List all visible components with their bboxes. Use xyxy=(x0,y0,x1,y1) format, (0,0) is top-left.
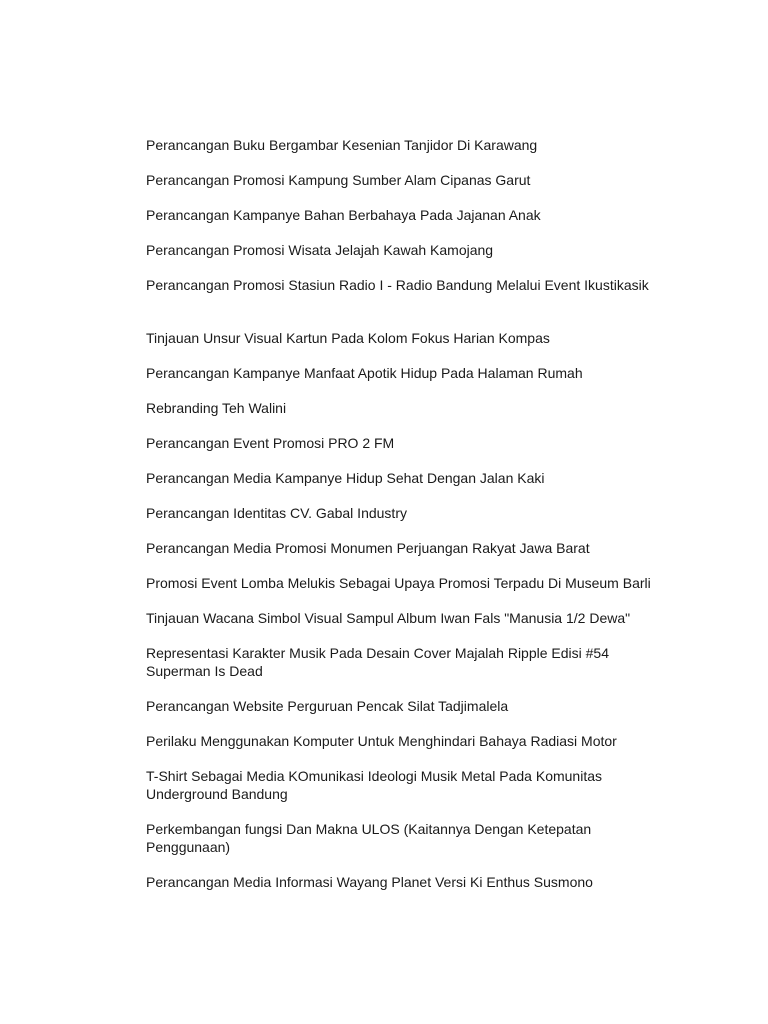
list-item: Perancangan Media Informasi Wayang Planet Versi Ki Enthus Susmono xyxy=(146,874,593,890)
list-item: Perancangan Kampanye Manfaat Apotik Hidup Pada Halaman Rumah xyxy=(146,365,583,381)
list-item: Perilaku Menggunakan Komputer Untuk Menghindari Bahaya Radiasi Motor xyxy=(146,733,617,749)
list-item: Perancangan Kampanye Bahan Berbahaya Pada Jajanan Anak xyxy=(146,207,541,223)
list-item: Representasi Karakter Musik Pada Desain Cover Majalah Ripple Edisi #54 Superman Is Dead xyxy=(146,645,610,679)
list-item: Perancangan Promosi Kampung Sumber Alam Cipanas Garut xyxy=(146,172,531,188)
list-item: Perancangan Media Kampanye Hidup Sehat Dengan Jalan Kaki xyxy=(146,470,545,486)
title-list xyxy=(146,136,666,908)
list-item: Perancangan Website Perguruan Pencak Silat Tadjimalela xyxy=(146,698,509,714)
list-item: Perancangan Buku Bergambar Kesenian Tanjidor Di Karawang xyxy=(146,137,538,153)
list-item: Perkembangan fungsi Dan Makna ULOS (Kaitannya Dengan Ketepatan Penggunaan) xyxy=(146,821,592,855)
list-item: Perancangan Event Promosi PRO 2 FM xyxy=(146,435,395,451)
list-item: T-Shirt Sebagai Media KOmunikasi Ideologi Musik Metal Pada Komunitas Underground Bandung xyxy=(146,768,602,802)
list-item: Promosi Event Lomba Melukis Sebagai Upaya Promosi Terpadu Di Museum Barli xyxy=(146,575,651,591)
list-item: Perancangan Promosi Wisata Jelajah Kawah Kamojang xyxy=(146,242,494,258)
list-item: Perancangan Identitas CV. Gabal Industry xyxy=(146,505,407,521)
list-item: Tinjauan Wacana Simbol Visual Sampul Album Iwan Fals "Manusia 1/2 Dewa" xyxy=(146,610,631,626)
list-item: Tinjauan Unsur Visual Kartun Pada Kolom Fokus Harian Kompas xyxy=(146,330,550,346)
list-item: Rebranding Teh Walini xyxy=(146,400,287,416)
list-item: Perancangan Media Promosi Monumen Perjuangan Rakyat Jawa Barat xyxy=(146,540,590,556)
list-item: Perancangan Promosi Stasiun Radio I - Radio Bandung Melalui Event Ikustikasik xyxy=(146,277,649,293)
